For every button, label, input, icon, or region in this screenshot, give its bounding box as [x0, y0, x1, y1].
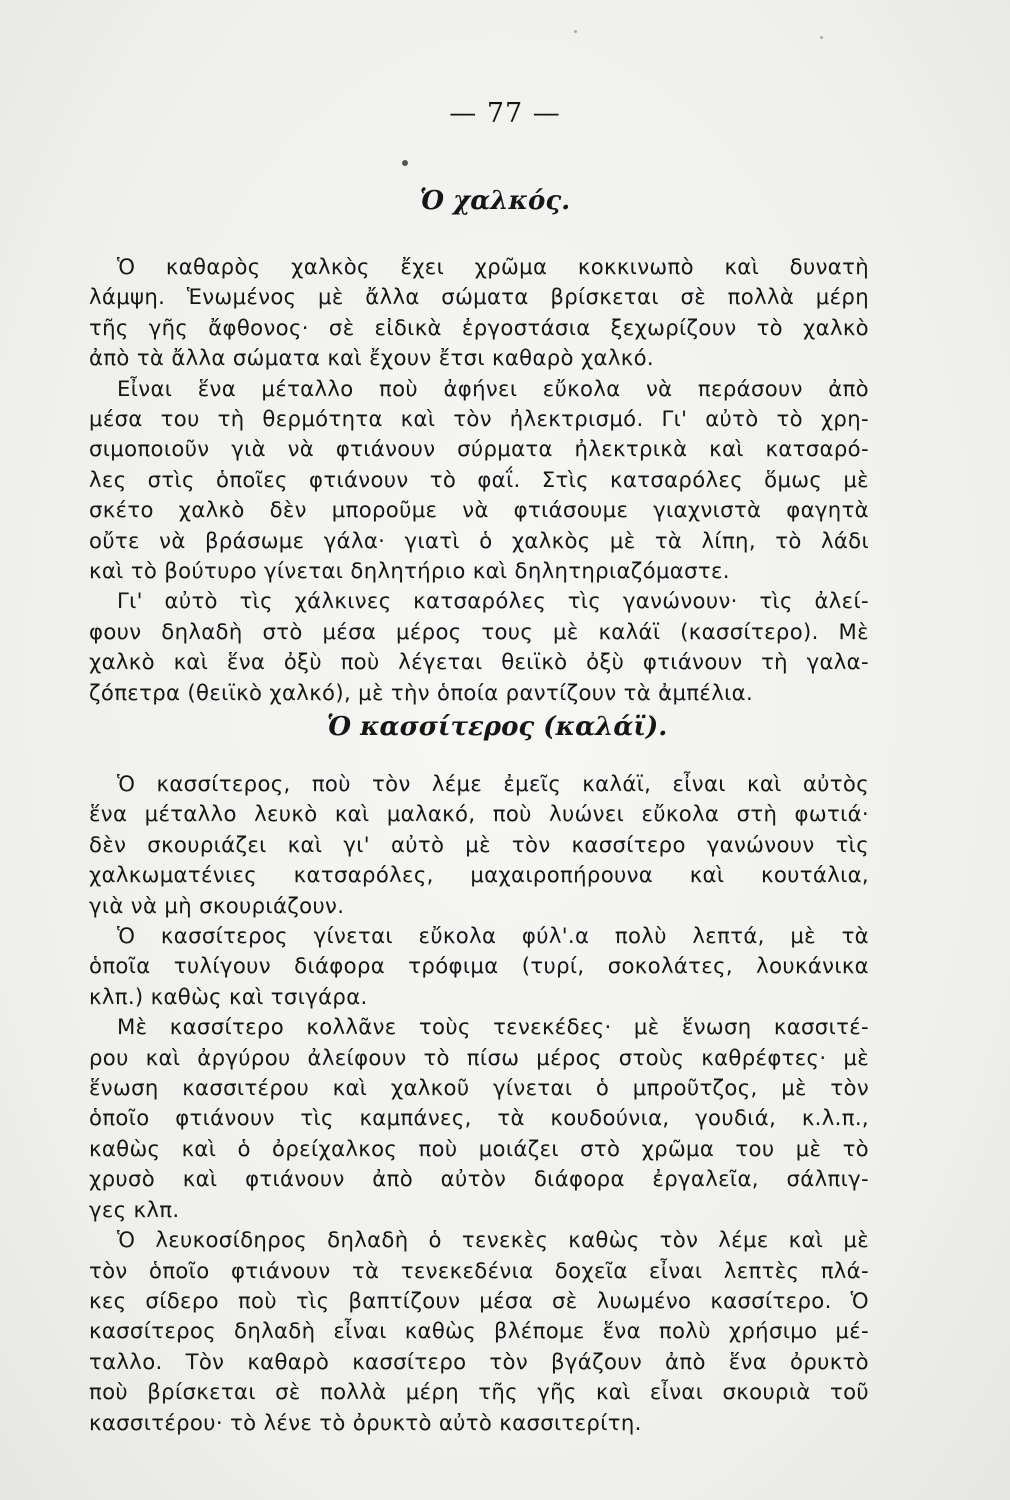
- ink-speck: [574, 30, 577, 33]
- text-line: χαλκὸ καὶ ἕνα ὀξὺ ποὺ λέγεται θειϊκὸ ὀξὺ φτιάνουν τὴ γαλα-: [89, 649, 869, 675]
- text-line: σκέτο χαλκὸ δὲν μποροῦμε νὰ φτιάσουμε γιαχνιστὰ φαγητὰ: [89, 497, 869, 523]
- text-line: καθὼς καὶ ὁ ὀρείχαλκος ποὺ μοιάζει στὸ χρῶμα του μὲ τὸ: [89, 1135, 869, 1161]
- text-line: Γι' αὐτὸ τὶς χάλκινες κατσαρόλες τὶς γανώνουν· τὶς ἀλεί-: [117, 588, 869, 614]
- text-line: λάμψη. Ἑνωμένος μὲ ἄλλα σώματα βρίσκεται σὲ πολλὰ μέρη: [89, 284, 869, 310]
- section-body-tin: [89, 769, 869, 1438]
- text-line: ὁποῖα τυλίγουν διάφορα τρόφιμα (τυρί, σοκολάτες, λουκάνικα: [89, 953, 869, 979]
- text-line: ποὺ βρίσκεται σὲ πολλὰ μέρη τῆς γῆς καὶ εἶναι σκουριὰ τοῦ: [89, 1379, 869, 1405]
- section-body-copper: [89, 252, 869, 708]
- ink-speck: [820, 36, 823, 39]
- text-line: Ὁ κασσίτερος γίνεται εὔκολα φύλ'.α πολὺ λεπτά, μὲ τὰ: [117, 923, 869, 949]
- text-line: χαλκωματένιες κατσαρόλες, μαχαιροπήρουνα καὶ κουτάλια,: [89, 862, 869, 888]
- page-number: — 77 —: [449, 98, 561, 129]
- ink-speck: [402, 160, 408, 166]
- text-line: χρυσὸ καὶ φτιάνουν ἀπὸ αὐτὸν διάφορα ἐργαλεῖα, σάλπιγ-: [89, 1166, 869, 1192]
- text-line: λες στὶς ὁποῖες φτιάνουν τὸ φαΐ. Στὶς κατσαρόλες ὅμως μὲ: [89, 466, 869, 492]
- text-line: δὲν σκουριάζει καὶ γι' αὐτὸ μὲ τὸν κασσίτερο γανώνουν τὶς: [89, 831, 869, 857]
- text-line: τὸν ὁποῖο φτιάνουν τὰ τενεκεδένια δοχεῖα εἶναι λεπτὲς πλά-: [89, 1257, 869, 1283]
- text-line: μέσα του τὴ θερμότητα καὶ τὸν ἠλεκτρισμό. Γι' αὐτὸ τὸ χρη-: [89, 406, 869, 432]
- text-line: Ὁ λευκοσίδηρος δηλαδὴ ὁ τενεκὲς καθὼς τὸν λέμε καὶ μὲ: [117, 1227, 869, 1253]
- text-line: τῆς γῆς ἄφθονος· σὲ εἰδικὰ ἐργοστάσια ξεχωρίζουν τὸ χαλκὸ: [89, 314, 869, 340]
- text-line: ἕνωση κασσιτέρου καὶ χαλκοῦ γίνεται ὁ μπροῦτζος, μὲ τὸν: [89, 1075, 869, 1101]
- text-line: ὁποῖο φτιάνουν τὶς καμπάνες, τὰ κουδούνια, γουδιά, κ.λ.π.,: [89, 1105, 869, 1131]
- text-line: οὔτε νὰ βράσωμε γάλα· γιατὶ ὁ χαλκὸς μὲ τὰ λίπη, τὸ λάδι: [89, 527, 869, 553]
- text-line: ἀπὸ τὰ ἄλλα σώματα καὶ ἔχουν ἔτσι καθαρὸ χαλκό.: [89, 345, 654, 371]
- section-title-copper: Ὁ χαλκός.: [419, 186, 571, 216]
- text-line: σιμοποιοῦν γιὰ νὰ φτιάνουν σύρματα ἠλεκτρικὰ καὶ κατσαρό-: [89, 436, 869, 462]
- text-line: Μὲ κασσίτερο κολλᾶνε τοὺς τενεκέδες· μὲ ἕνωση κασσιτέ-: [117, 1014, 869, 1040]
- text-line: κασσιτέρου· τὸ λένε τὸ ὀρυκτὸ αὐτὸ κασσιτερίτη.: [89, 1409, 642, 1435]
- text-line: γες κλπ.: [89, 1196, 180, 1222]
- text-line: κασσίτερος δηλαδὴ εἶναι καθὼς βλέπομε ἕνα πολὺ χρήσιμο μέ-: [89, 1318, 869, 1344]
- text-line: κλπ.) καθὼς καὶ τσιγάρα.: [89, 983, 368, 1009]
- text-line: Ὁ κασσίτερος, ποὺ τὸν λέμε ἐμεῖς καλάϊ, εἶναι καὶ αὐτὸς: [117, 771, 869, 796]
- text-line: ἕνα μέταλλο λευκὸ καὶ μαλακό, ποὺ λυώνει εὔκολα στὴ φωτιά·: [89, 801, 869, 827]
- text-line: γιὰ νὰ μὴ σκουριάζουν.: [89, 892, 345, 918]
- text-line: φουν δηλαδὴ στὸ μέσα μέρος τους μὲ καλάϊ (κασσίτερο). Μὲ: [89, 618, 869, 644]
- text-line: καὶ τὸ βούτυρο γίνεται δηλητήριο καὶ δηλητηριαζόμαστε.: [89, 558, 730, 584]
- text-line: ταλλο. Τὸν καθαρὸ κασσίτερο τὸν βγάζουν ἀπὸ ἕνα ὀρυκτὸ: [89, 1348, 869, 1374]
- text-line: Εἶναι ἕνα μέταλλο ποὺ ἀφήνει εὔκολα νὰ περάσουν ἀπὸ: [117, 375, 869, 401]
- text-line: ρου καὶ ἀργύρου ἀλείφουν τὸ πίσω μέρος στοὺς καθρέφτες· μὲ: [89, 1044, 869, 1070]
- text-line: ζόπετρα (θειϊκὸ χαλκό), μὲ τὴν ὁποία ραντίζουν τὰ ἀμπέλια.: [89, 679, 754, 705]
- section-title-tin: Ὁ κασσίτερος (καλάϊ).: [326, 712, 668, 742]
- text-line: κες σίδερο ποὺ τὶς βαπτίζουν μέσα σὲ λυωμένο κασσίτερο. Ὁ: [89, 1287, 869, 1313]
- text-line: Ὁ καθαρὸς χαλκὸς ἔχει χρῶμα κοκκινωπὸ καὶ δυνατὴ: [117, 254, 869, 279]
